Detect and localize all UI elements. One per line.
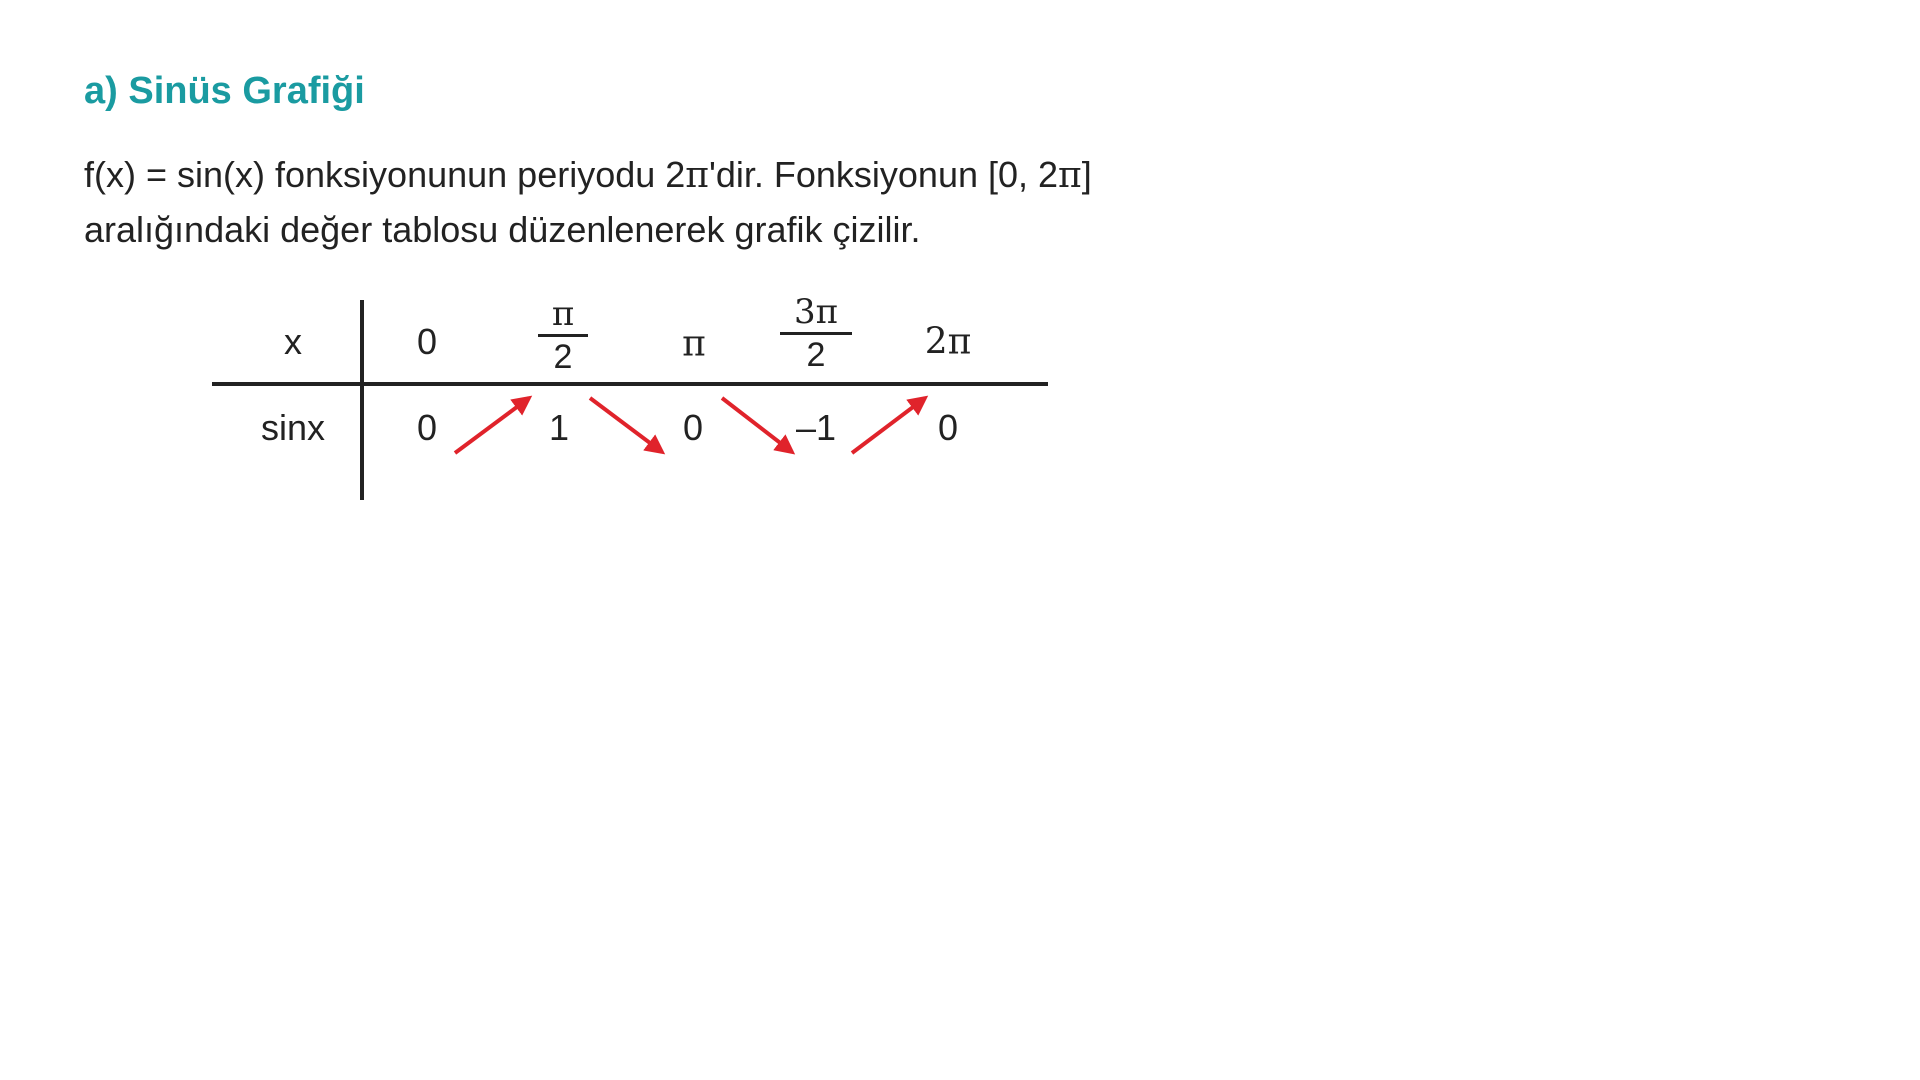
sin-value-3: –1 [795, 407, 837, 448]
fraction-numerator: 3π [794, 292, 838, 332]
text-fragment: ] [1081, 154, 1092, 195]
pi-symbol: π [1058, 155, 1082, 196]
text-fragment: f(x) = sin(x) fonksiyonunun periyodu 2 [84, 154, 686, 195]
x-value-2pi: 2π [924, 321, 972, 363]
row-label-x: x [284, 321, 302, 362]
sin-value-4: 0 [937, 407, 959, 448]
fraction-denominator: 2 [553, 338, 573, 376]
pi-symbol: π [685, 155, 709, 196]
description-line-2: aralığındaki değer tablosu düzenlenerek grafik çizilir. [84, 209, 921, 250]
fraction-numerator: π [551, 294, 575, 334]
arrow-increasing-icon [852, 398, 925, 453]
sin-value-2: 0 [682, 407, 704, 448]
sin-value-0: 0 [416, 407, 438, 448]
arrow-decreasing-icon [722, 398, 792, 452]
x-value-pi: π [682, 323, 706, 365]
fraction-denominator: 2 [806, 336, 826, 374]
x-value-0: 0 [416, 321, 438, 362]
section-heading: a) Sinüs Grafiği [84, 70, 365, 112]
row-label-sinx: sinx [260, 407, 326, 448]
text-fragment: 'dir. Fonksiyonun [0, 2 [708, 154, 1059, 195]
sin-value-1: 1 [548, 407, 570, 448]
arrow-increasing-icon [455, 398, 529, 453]
arrow-decreasing-icon [590, 398, 662, 452]
